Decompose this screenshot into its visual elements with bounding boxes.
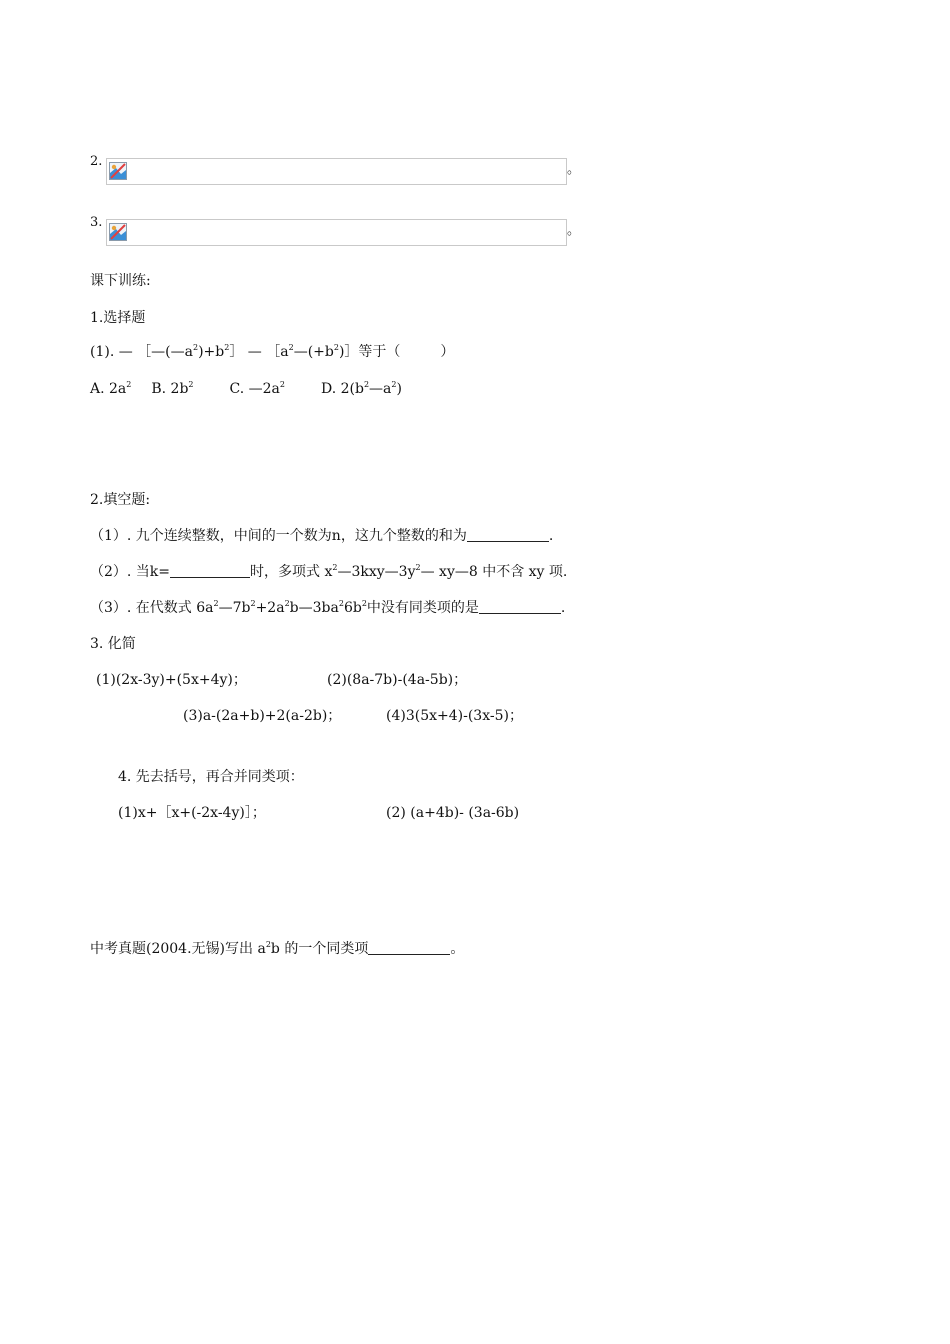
answer-blank — [368, 942, 450, 955]
combine-problem-2: (2) (a+4b)- (3a-6b) — [386, 805, 520, 821]
combine-title: 4. 先去括号，再合并同类项： — [118, 769, 304, 785]
simplify-problem-1: (1)(2x-3y)+(5x+4y)； — [96, 672, 247, 688]
fill-question-1: （1）. 九个连续整数，中间的一个数为n，这九个整数的和为 . — [90, 528, 554, 544]
item-number-3: 3. — [90, 215, 103, 230]
choice-title: 1.选择题 — [90, 310, 146, 326]
broken-image-icon — [109, 223, 127, 241]
simplify-problem-4: (4)3(5x+4)-(3x-5)； — [386, 708, 523, 724]
answer-blank — [170, 565, 250, 578]
fill-question-3: （3）. 在代数式 $6a^2—7b^2+2a^2b—3ba^26b^2$中没有同类项的是 . — [90, 599, 566, 616]
item-end-mark: 。 — [567, 223, 581, 238]
fill-question-2: （2）. 当k= 时，多项式 $x^2—3kxy—3y^2—$ xy—8 中不含 xy 项. — [90, 563, 568, 580]
option-d: D. $2(b^2—a^2)$ — [320, 380, 402, 397]
simplify-problem-3: (3)a-(2a+b)+2(a-2b)； — [183, 708, 342, 724]
option-a: A. $2a^2$ — [90, 380, 132, 397]
choice-options — [90, 380, 402, 398]
answer-blank — [467, 529, 549, 542]
equation-image-placeholder — [106, 158, 567, 185]
equation-image-placeholder — [106, 219, 567, 246]
exam-question: 中考真题(2004.无锡)写出 $a^2b$ 的一个同类项 。 — [90, 940, 465, 957]
option-b: B. $2b^2$ — [151, 380, 194, 397]
answer-blank — [479, 601, 561, 614]
simplify-title: 3. 化简 — [90, 636, 136, 652]
choice-question-1: (1). — $[—(—a^2)+b^2]$ — $[a^2—(+b^2)]$等于（ ） — [90, 343, 455, 360]
section-heading: 课下训练: — [90, 273, 151, 289]
option-c: C. $—2a^2$ — [229, 380, 285, 397]
broken-image-icon — [109, 162, 127, 180]
fill-blank-title: 2.填空题: — [90, 492, 151, 508]
item-number-2: 2. — [90, 154, 103, 169]
item-end-mark: 。 — [567, 162, 581, 177]
combine-problem-1: (1)x+［x+(-2x-4y)］； — [118, 805, 266, 821]
simplify-problem-2: (2)(8a-7b)-(4a-5b)； — [327, 672, 468, 688]
